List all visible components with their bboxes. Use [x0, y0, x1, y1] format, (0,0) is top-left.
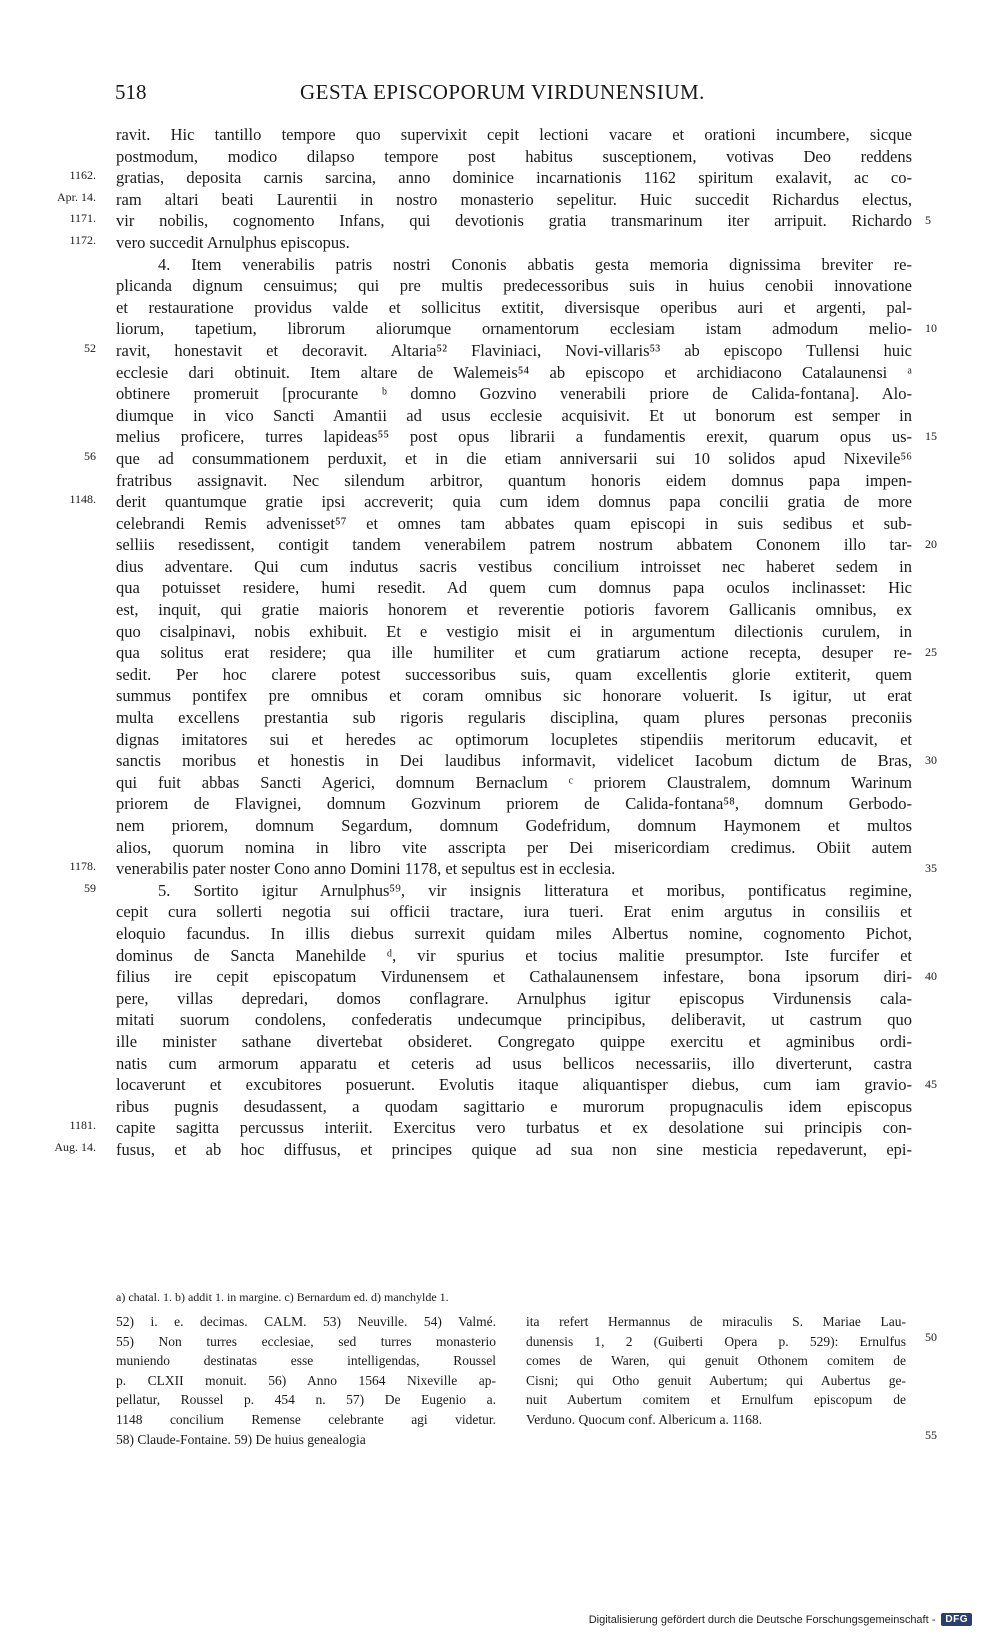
footnote-line: 55) Non turres ecclesiae, sed turres monasterio: [116, 1333, 496, 1349]
line-text: postmodum, modico dilapso tempore post habitus susceptionem, votivas Deo reddens: [116, 146, 912, 166]
text-line: [0, 1009, 1000, 1031]
text-line: [0, 901, 1000, 923]
line-text: priorem de Flavignei, domnum Gozvinum priorem de Calida-fontana⁵⁸, domnum Gerbodo-: [116, 794, 912, 814]
line-text: nem priorem, domnum Segardum, domnum Godefridum, domnum Haymonem et multos: [116, 816, 912, 835]
text-line: [0, 642, 1000, 664]
text-line: [0, 966, 1000, 988]
text-line: [0, 556, 1000, 578]
line-text: selliis resedissent, contigit tandem venerabilem patrem nostrum abbatem Cononem illo tar-: [116, 535, 912, 555]
line-text: dominus de Sancta Manehilde ᵈ, vir spurius et tocius malitie presumptor. Iste furcifer et: [116, 945, 912, 965]
text-line: [0, 1096, 1000, 1118]
line-text: alios, quorum nomina in libro vite asscripta per Dei misericordiam credimus. Obiit autem: [116, 837, 912, 857]
text-line: [0, 426, 1000, 448]
text-line: [0, 1053, 1000, 1075]
margin-date: 1172.: [69, 232, 96, 247]
text-line: [0, 729, 1000, 751]
line-text: et restauratione providus valde et sollicitus extitit, diversisque operibus auri et argenti, pal-: [116, 297, 912, 317]
text-line: [0, 815, 1000, 837]
running-title: GESTA EPISCOPORUM VIRDUNENSIUM.: [300, 80, 705, 104]
line-text: cepit cura sollerti negotia sui officii tractare, iura tueri. Erat enim argutus in consiliis et: [116, 902, 912, 922]
line-text: mitati suorum condolens, confederatis undecumque principibus, deliberavit, ut castrum quo: [116, 1010, 912, 1030]
footnote-line: nuit Aubertum comitem et Ernulfum episcopum de: [526, 1392, 906, 1408]
margin-date: 52: [84, 340, 96, 355]
line-text: obtinere promeruit [procurante ᵇ domno Gozvino venerabili priore de Calida-fontana]. Alo-: [116, 384, 912, 404]
footnote-line: dunensis 1, 2 (Guiberti Opera p. 529): Ernulfus: [526, 1333, 906, 1349]
text-line: [0, 232, 1000, 254]
text-line: [0, 772, 1000, 794]
margin-date: 1171.: [69, 211, 96, 226]
line-text: vir nobilis, cognomento Infans, qui devotionis gratia transmarinum iter arripuit. Richardo: [116, 211, 912, 231]
text-line: [0, 318, 1000, 340]
line-text: ram altari beati Laurentii in nostro monasterio sepelitur. Huic succedit Richardus electus,: [116, 189, 912, 209]
text-line: [0, 1031, 1000, 1053]
line-text: dius adventare. Qui cum indutus sacris vestibus concilium introisset nec haberet sedem in: [116, 556, 912, 576]
text-line: [0, 340, 1000, 362]
margin-date: 1178.: [69, 859, 96, 874]
margin-date: 1181.: [69, 1118, 96, 1133]
footnote-line: Verduno. Quocum conf. Albericum a. 1168.: [526, 1411, 763, 1427]
text-line: [0, 1074, 1000, 1096]
text-line: [0, 297, 1000, 319]
dfg-logo-icon: DFG: [941, 1613, 972, 1626]
text-line: [0, 664, 1000, 686]
footnote-line: Cisni; qui Otho genuit Aubertum; qui Aubertus ge-: [526, 1372, 906, 1388]
text-line: [0, 491, 1000, 513]
footer-text: Digitalisierung gefördert durch die Deutsche Forschungsgemeinschaft -: [588, 1613, 936, 1626]
footnotes-right-column: [526, 1312, 906, 1430]
footnote-line: pellatur, Roussel p. 454 n. 57) De Eugenio a.: [116, 1392, 496, 1408]
line-text: 4. Item venerabilis patris nostri Cononis abbatis gesta memoria dignissima breviter re-: [158, 254, 912, 274]
footnote-line: 52) i. e. decimas. CALM. 53) Neuville. 54) Valmé.: [116, 1314, 496, 1329]
line-text: venerabilis pater noster Cono anno Domini 1178, et sepultus est in ecclesia.: [116, 859, 616, 879]
line-number: 25: [925, 645, 937, 660]
line-text: plicanda dignum censuimus; qui pre multis predecessoribus suis in huius cenobii innovatione: [116, 276, 912, 296]
text-line: [0, 146, 1000, 168]
critical-apparatus: a) chatal. 1. b) addit 1. in margine. c) Bernardum ed. d) manchylde 1.: [116, 1290, 449, 1304]
text-line: [0, 621, 1000, 643]
text-line: [0, 405, 1000, 427]
text-line: [0, 599, 1000, 621]
text-line: [0, 1117, 1000, 1139]
line-text: melius proficere, turres lapideas⁵⁵ post opus librarii a fundamentis erexit, quarum opus us-: [116, 427, 912, 447]
line-text: liorum, tapetium, librorum aliorumque ornamentorum ecclesiam istam admodum melio-: [116, 319, 912, 339]
line-text: qua solitus erat residere; qua ille humiliter et cum gratiarum actione recepta, desuper re-: [116, 643, 912, 663]
line-text: gratias, deposita carnis sarcina, anno dominice incarnationis 1162 spiritum exalavit, ac co-: [116, 168, 912, 188]
text-line: [0, 685, 1000, 707]
margin-date: Aug. 14.: [54, 1139, 96, 1154]
text-line: [0, 275, 1000, 297]
text-line: [0, 448, 1000, 470]
text-line: [0, 167, 1000, 189]
footnote-line-number-55: 55: [925, 1428, 937, 1442]
text-line: [0, 880, 1000, 902]
line-number: 15: [925, 429, 937, 444]
text-line: [0, 858, 1000, 880]
line-text: ribus pugnis desudassent, a quodam sagittario e murorum propugnaculis idem episcopus: [116, 1096, 912, 1116]
line-text: diumque in vico Sancti Amantii ad usus ecclesie acquisivit. Et ut bonorum est semper in: [116, 405, 912, 425]
footnote-line-number-50: 50: [925, 1330, 937, 1344]
footnote-line: 1148 concilium Remense celebrante agi videtur.: [116, 1411, 496, 1427]
line-text: quo cisalpinavi, nobis exhibuit. Et e vestigio misit ei in argumentum dilectionis curulem, in: [116, 621, 912, 641]
text-line: [0, 254, 1000, 276]
text-line: [0, 124, 1000, 146]
line-text: qui fuit abbas Sancti Agerici, domnum Bernaclum ᶜ priorem Claustralem, domnum Warinum: [116, 772, 912, 792]
footnote-line: p. CLXII monuit. 56) Anno 1564 Nixeville ap-: [116, 1372, 496, 1388]
line-text: 5. Sortito igitur Arnulphus⁵⁹, vir insignis litteratura et moribus, pontificatus regimine,: [158, 880, 912, 900]
margin-date: 1148.: [69, 492, 96, 507]
text-line: [0, 210, 1000, 232]
line-text: derit quantumque gratie ipsi accreverit; quia cum idem domnus papa concilii gratia de more: [116, 492, 912, 512]
text-line: [0, 837, 1000, 859]
text-line: [0, 383, 1000, 405]
line-text: summus pontifex pre omnibus et coram omnibus sic honorare voluerit. Is igitur, ut erat: [116, 686, 912, 706]
line-text: dignas imitatores sui et heredes ac optimorum locupletes stipendiis meritorum educavit, et: [116, 729, 912, 749]
text-line: [0, 470, 1000, 492]
main-text: [0, 124, 1000, 1161]
margin-date: 1162.: [69, 168, 96, 183]
text-line: [0, 923, 1000, 945]
line-text: vero succedit Arnulphus episcopus.: [116, 232, 350, 252]
footnote-line: 58) Claude-Fontaine. 59) De huius genealogia: [116, 1431, 366, 1447]
text-line: [0, 534, 1000, 556]
line-text: sedit. Per hoc clarere potest successoribus suis, quam excellentis glorie extiterit, quem: [116, 664, 912, 684]
text-line: [0, 189, 1000, 211]
line-text: celebrandi Remis advenisset⁵⁷ et omnes tam abbates quam episcopi in suis sedibus et sub-: [116, 513, 912, 533]
line-text: ravit. Hic tantillo tempore quo supervixit cepit lectioni vacare et orationi incumbere, sicque: [116, 125, 912, 144]
footnote-line: muniendo destinatas esse intelligendas, Roussel: [116, 1353, 496, 1369]
line-number: 20: [925, 537, 937, 552]
line-text: qua potuisset residere, humi resedit. Ad quem cum domnus papa oculos inclinasset: Hic: [116, 578, 912, 598]
line-text: eloquio facundus. In illis diebus surrexit quidam miles Albertus nomine, cognomento Pichot,: [116, 923, 912, 943]
text-line: [0, 362, 1000, 384]
footnote-line: comes de Waren, qui genuit Othonem comitem de: [526, 1353, 906, 1369]
line-text: fratribus assignavit. Nec silendum arbitror, quantum honoris eidem domnus papa impen-: [116, 470, 912, 490]
text-line: [0, 1139, 1000, 1161]
text-line: [0, 577, 1000, 599]
line-text: multa excellens prestantia sub rigoris regularis disciplina, quam plures personas preconiis: [116, 708, 912, 728]
margin-date: 59: [84, 880, 96, 895]
footnote-line: ita refert Hermannus de miraculis S. Mariae Lau-: [526, 1314, 906, 1329]
line-text: est, inquit, qui gratie maioris honorem et reverentie potioris favorem Gallicanis omnibus, ex: [116, 600, 912, 620]
line-number: 45: [925, 1077, 937, 1092]
line-text: ravit, honestavit et decoravit. Altaria⁵² Flaviniaci, Novi-villaris⁵³ ab episcopo Tullensi huic: [116, 340, 912, 360]
footnotes-left-column: [116, 1312, 496, 1449]
footer: [589, 1613, 972, 1626]
margin-date: 56: [84, 448, 96, 463]
line-text: filius ire cepit episcopatum Virdunensem et Cathalaunensem infestare, bona ipsorum diri-: [116, 967, 912, 987]
margin-date: Apr. 14.: [57, 189, 96, 204]
line-text: locaverunt et excubitores posuerunt. Evolutis itaque aliquantisper diebus, cum iam gravio-: [116, 1075, 912, 1095]
line-text: sanctis moribus et honestis in Dei laudibus informavit, videlicet Iacobum dictum de Bras,: [116, 751, 912, 771]
text-line: [0, 945, 1000, 967]
line-text: fusus, et ab hoc diffusus, et principes quique ad sua non sine mesticia repedaverunt, epi-: [116, 1139, 912, 1159]
line-text: pere, villas depredari, domos conflagrare. Arnulphus igitur episcopus Virdunensis cala-: [116, 988, 912, 1008]
line-number: 30: [925, 753, 937, 768]
line-text: natis cum armorum apparatu et ceteris ad usus bellicos necessariis, illo diverterunt, castra: [116, 1053, 912, 1073]
line-text: ecclesie dari obtinuit. Item altare de Walemeis⁵⁴ ab episcopo et archidiacono Catalaunensi ᵃ: [116, 362, 912, 382]
line-text: que ad consummationem perduxit, et in die etiam anniversarii sui 10 solidos apud Nixevile⁵⁶: [116, 448, 912, 468]
line-number: 10: [925, 321, 937, 336]
page-number: 518: [115, 80, 147, 104]
line-text: capite sagitta percussus interiit. Exercitus vero turbatus et ex desolatione sui principis con-: [116, 1118, 912, 1138]
line-text: ille minister sathane divertebat obsideret. Congregato quippe exercitu et agminibus ordi-: [116, 1031, 912, 1051]
line-number: 5: [925, 213, 931, 228]
text-line: [0, 750, 1000, 772]
text-line: [0, 513, 1000, 535]
text-line: [0, 988, 1000, 1010]
text-line: [0, 707, 1000, 729]
text-line: [0, 793, 1000, 815]
line-number: 40: [925, 969, 937, 984]
line-number: 35: [925, 861, 937, 876]
